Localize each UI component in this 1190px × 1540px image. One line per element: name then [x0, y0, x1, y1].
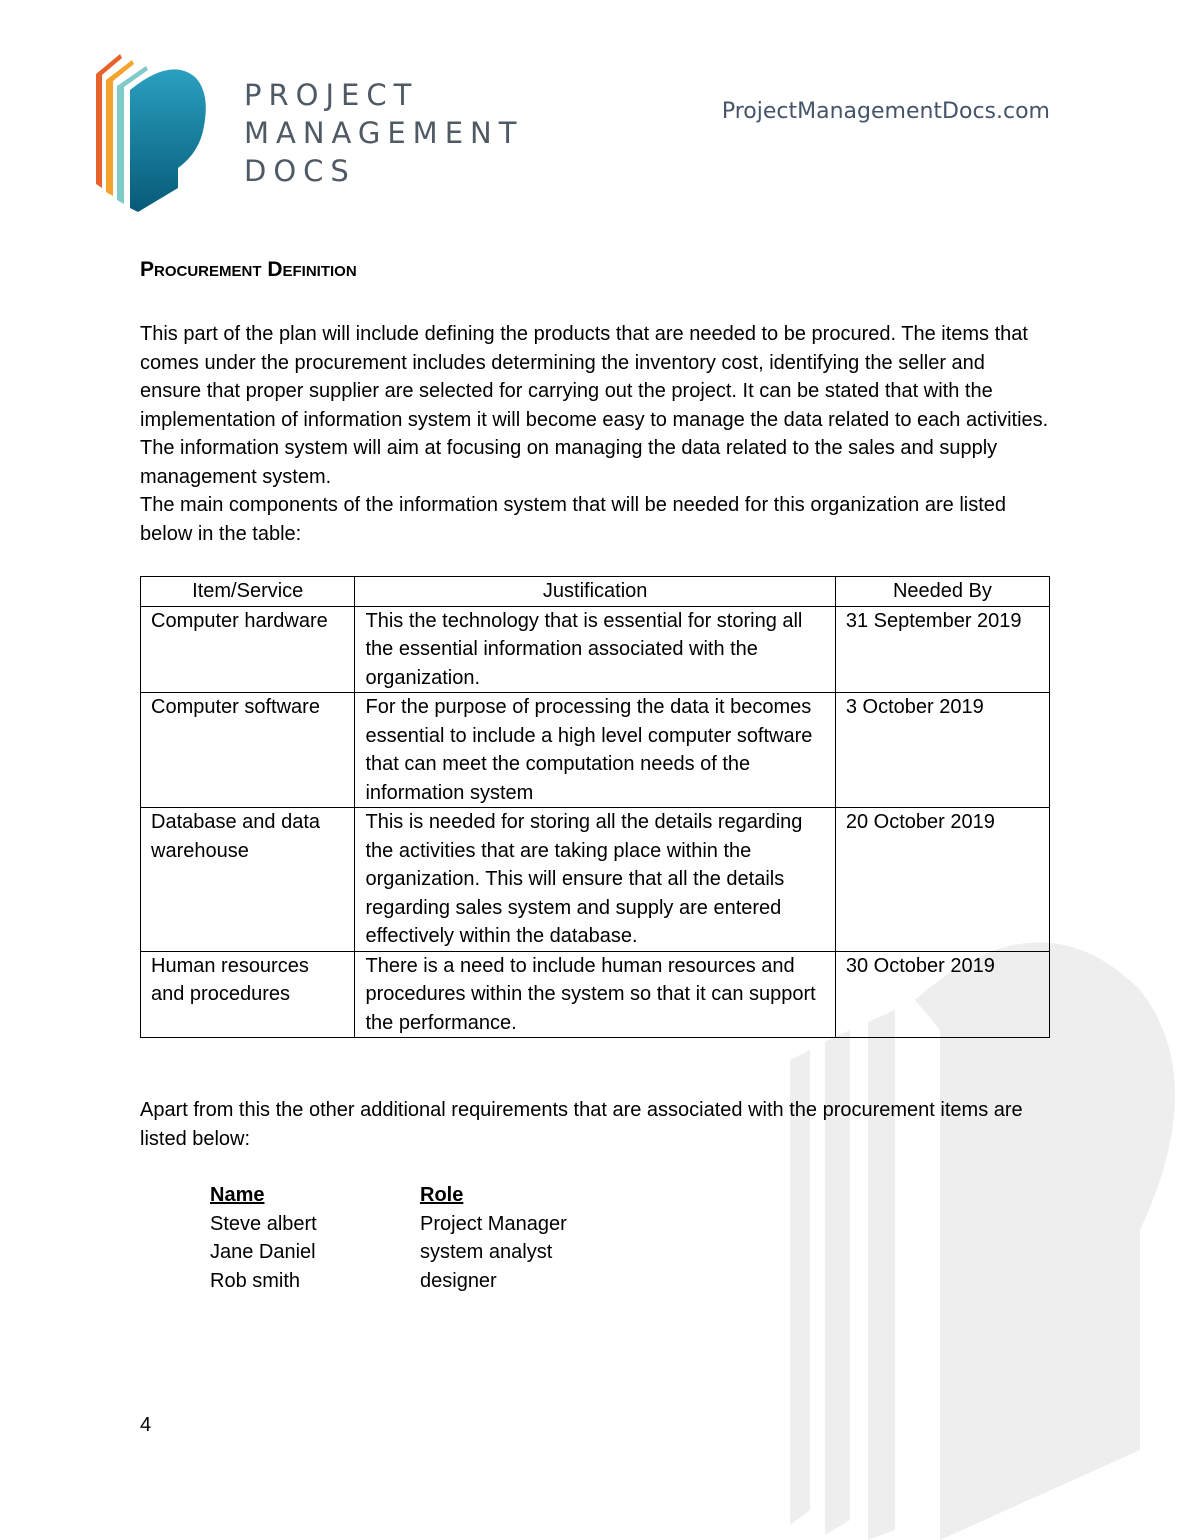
name-column-header: Name — [210, 1184, 265, 1206]
role-column-header: Role — [420, 1184, 464, 1206]
person-role: designer — [420, 1269, 497, 1292]
paragraph-2: The main components of the information system that will be needed for this organization are listed below in the table: — [140, 494, 1007, 545]
page-number: 4 — [140, 1414, 152, 1436]
table-row — [141, 606, 1050, 693]
cell-needed-by: 31 September 2019 — [835, 606, 1049, 693]
cell-needed-by: 20 October 2019 — [835, 808, 1049, 952]
person-name: Steve albert — [210, 1212, 317, 1235]
cell-item: Database and data warehouse — [141, 808, 355, 952]
cell-item: Computer software — [141, 693, 355, 808]
list-item — [210, 1210, 567, 1239]
section-title: Procurement Definition — [140, 258, 357, 281]
brand-wordmark — [244, 76, 523, 190]
table-header-row — [141, 577, 1050, 607]
header-item-service: Item/Service — [141, 577, 355, 607]
cell-justification: For the purpose of processing the data it becomes essential to include a high level computer software that can meet the computation needs of the information system — [355, 693, 835, 808]
header-justification: Justification — [355, 577, 835, 607]
table-row — [141, 951, 1050, 1038]
list-item — [210, 1238, 567, 1267]
cell-needed-by: 30 October 2019 — [835, 951, 1049, 1038]
table-row — [141, 808, 1050, 952]
person-name: Jane Daniel — [210, 1241, 316, 1263]
person-role: system analyst — [420, 1241, 553, 1263]
list-item — [210, 1267, 567, 1296]
team-list-header — [210, 1181, 567, 1210]
team-list — [210, 1181, 567, 1295]
cell-justification: There is a need to include human resources and procedures within the system so that it can support the performance. — [355, 951, 835, 1038]
person-name: Rob smith — [210, 1269, 301, 1292]
website-link[interactable]: ProjectManagementDocs.com — [721, 99, 1050, 124]
intro-text — [140, 320, 1050, 548]
cell-item: Human resources and procedures — [141, 951, 355, 1038]
cell-justification: This the technology that is essential for storing all the essential information associated with the organization. — [355, 606, 835, 693]
table-row — [141, 693, 1050, 808]
person-role: Project Manager — [420, 1212, 567, 1235]
cell-needed-by: 3 October 2019 — [835, 693, 1049, 808]
company-logo-icon — [92, 48, 210, 214]
brand-line-2: MANAGEMENT — [244, 116, 524, 150]
brand-line-1: PROJECT — [244, 78, 419, 112]
cell-justification: This is needed for storing all the details regarding the activities that are taking place within the organization. This will ensure that all the details regarding sales system and supply are entered effectively within the database. — [355, 808, 835, 952]
brand-line-3: DOCS — [244, 154, 356, 188]
cell-item: Computer hardware — [141, 606, 355, 693]
paragraph-1: This part of the plan will include defining the products that are needed to be procured. The items that comes under the procurement includes determining the inventory cost, identifying the seller and ensure that proper supplier are selected for carrying out the project. It can be stated that with the implementation of information system it will become easy to manage the data related to each activities. The information system will aim at focusing on managing the data related to the sales and supply management system. — [140, 323, 1049, 488]
procurement-table — [140, 576, 1050, 1038]
additional-requirements-text: Apart from this the other additional requirements that are associated with the procurement items are listed below: — [140, 1099, 1023, 1150]
header-needed-by: Needed By — [835, 577, 1049, 607]
